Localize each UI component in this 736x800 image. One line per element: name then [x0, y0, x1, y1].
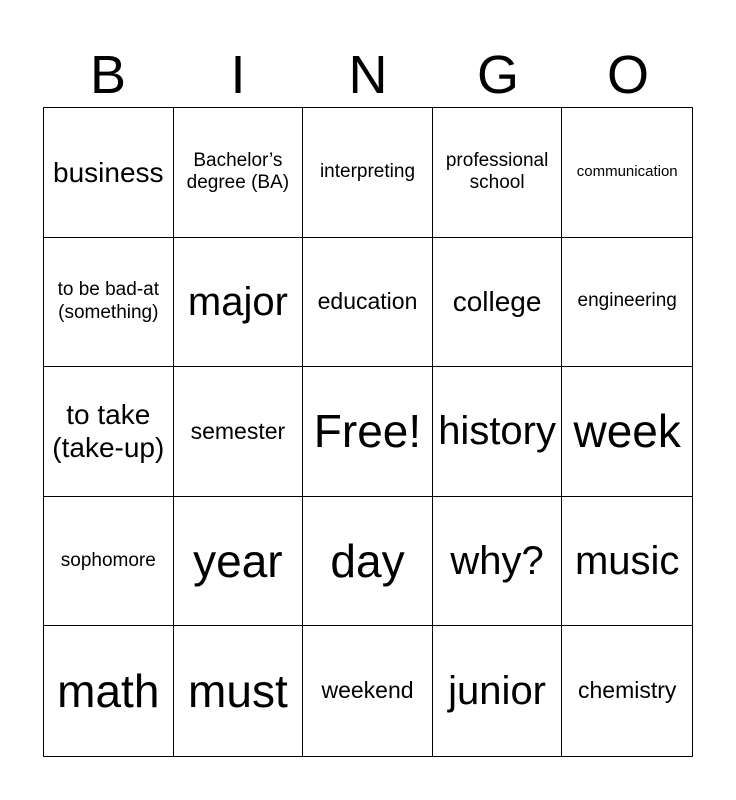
bingo-cell: education: [303, 238, 433, 368]
bingo-cell: major: [174, 238, 304, 368]
bingo-cell: Bachelor’s degree (BA): [174, 108, 304, 238]
bingo-cell: professional school: [433, 108, 563, 238]
bingo-cell: to take (take-up): [44, 367, 174, 497]
bingo-cell: math: [44, 626, 174, 756]
bingo-cell: engineering: [562, 238, 692, 368]
bingo-cell: why?: [433, 497, 563, 627]
bingo-cell: sophomore: [44, 497, 174, 627]
header-letter-b: B: [89, 45, 127, 105]
bingo-cell: junior: [433, 626, 563, 756]
bingo-cell-free: Free!: [303, 367, 433, 497]
header-letter-o: O: [606, 45, 649, 105]
bingo-cell: chemistry: [577, 677, 677, 704]
bingo-cell: to be bad-at (something): [44, 238, 174, 368]
bingo-board: [43, 107, 693, 757]
bingo-cell: week: [562, 367, 692, 497]
bingo-header: [43, 44, 693, 106]
bingo-cell: day: [303, 497, 433, 627]
header-letter-g: G: [476, 45, 519, 105]
bingo-cell: music: [562, 497, 692, 627]
bingo-cell: must: [174, 626, 304, 756]
bingo-cell: communication: [562, 108, 692, 238]
bingo-cell: interpreting: [303, 108, 433, 238]
bingo-cell: semester: [174, 367, 304, 497]
header-letter-n: N: [348, 45, 388, 105]
header-letter-i: I: [230, 45, 246, 105]
bingo-cell: weekend: [303, 626, 433, 756]
bingo-cell: college: [433, 238, 563, 368]
bingo-cell: history: [433, 367, 563, 497]
bingo-cell: year: [174, 497, 304, 627]
bingo-cell: business: [44, 108, 174, 238]
